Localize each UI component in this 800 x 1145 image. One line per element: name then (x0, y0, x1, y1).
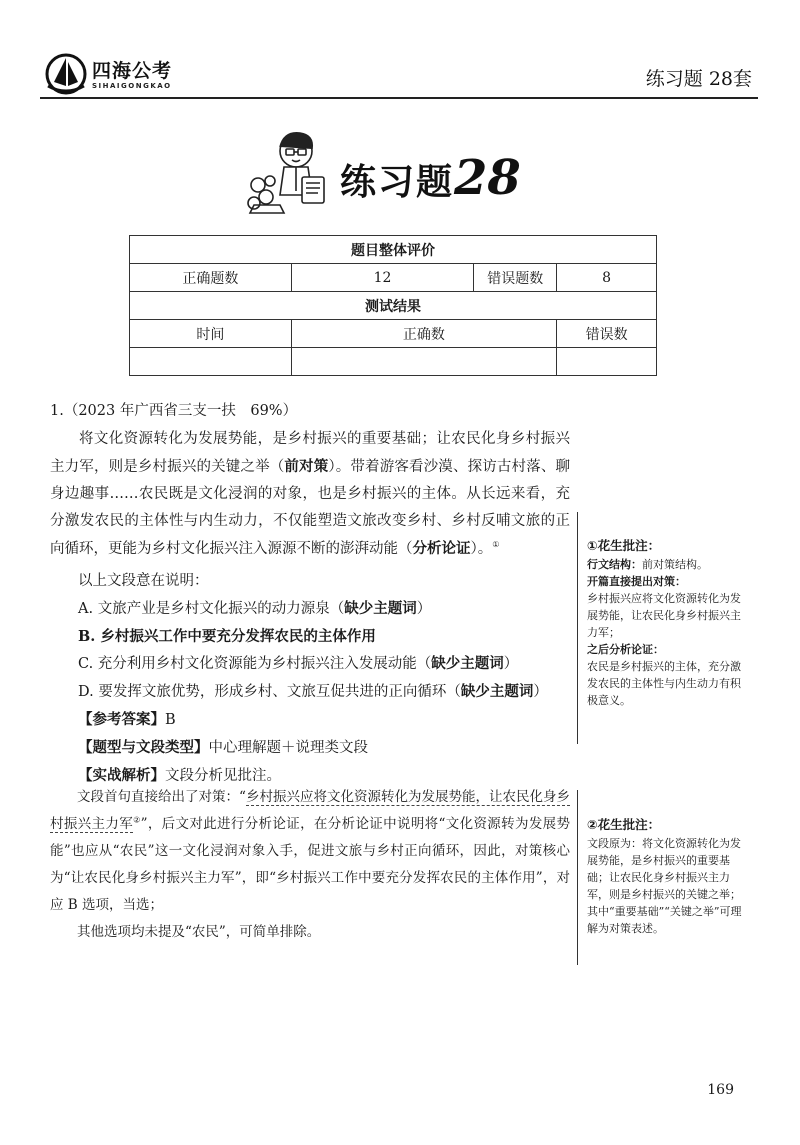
wrong-count-value: 8 (557, 264, 657, 292)
answer-options (78, 568, 548, 790)
option-d[interactable]: D. 要发挥文旅优势，形成乡村、文旅互促共进的正向循环（缺少主题词） (78, 683, 548, 700)
teacher-mascot-icon (244, 125, 336, 217)
question-header: 1.（2023 年广西省三支一扶 69%） (50, 403, 298, 419)
analysis-heading: 【实战解析】文段分析见批注。 (78, 767, 281, 784)
evaluation-table (129, 235, 657, 376)
set-title: 练习题 28套 (645, 68, 752, 90)
option-c[interactable]: C. 充分利用乡村文化资源能为乡村振兴注入发展动能（缺少主题词） (78, 655, 519, 672)
option-b[interactable]: B. 乡村振兴工作中要充分发挥农民的主体作用 (78, 628, 376, 645)
wrong-count-label: 错误题数 (474, 264, 557, 292)
correct-count-value: 12 (291, 264, 474, 292)
col-time: 时间 (130, 320, 292, 348)
logo-name: 四海公考 (92, 60, 173, 82)
page-title: 练习题28 (340, 150, 521, 206)
option-a[interactable]: A. 文旅产业是乡村文化振兴的动力源泉（缺少主题词） (78, 600, 432, 617)
reference-answer: 【参考答案】B (78, 711, 176, 728)
correct-count-label: 正确题数 (130, 264, 292, 292)
page-number: 169 (707, 1082, 734, 1098)
annotation-1: ①花生批注： 行文结构：前对策结构。 开篇直接提出对策： 乡村振兴应将文化资源转化为发展势能，让农民化身乡村振兴主力军； 之后分析论证： 农民是乡村振兴的主体，充分激发农民的主体性与内生动力有积极意义。 (587, 538, 741, 707)
col-wrong: 错误数 (557, 320, 657, 348)
logo (44, 52, 194, 98)
question-prompt: 以上文段意在说明： (78, 573, 209, 589)
test-result-caption: 测试结果 (130, 292, 657, 320)
note-ref-2[interactable]: ② (133, 815, 141, 825)
correct-cell[interactable] (291, 348, 556, 376)
col-correct: 正确数 (291, 320, 556, 348)
wrong-cell[interactable] (557, 348, 657, 376)
note-ref-1[interactable]: ① (492, 540, 500, 550)
logo-subtitle: SIHAIGONGKAO (92, 82, 172, 90)
header-divider (40, 97, 758, 99)
annotation-2: ②花生批注： 文段原为：将文化资源转化为发展势能，是乡村振兴的重要基础；让农民化身乡村振兴主力军，则是乡村振兴的关键之举；其中“重要基础”“关键之举”可理解为对策表述。 (587, 817, 742, 935)
time-cell[interactable] (130, 348, 292, 376)
note-divider-1 (577, 512, 578, 744)
note-divider-2 (577, 790, 578, 965)
explanation: 文段首句直接给出了对策：“乡村振兴应将文化资源转化为发展势能，让农民化身乡村振兴主力军②”，后文对此进行分析论证，在分析论证中说明将“文化资源转为发展势能”也应从“农民”这一文化浸润对象入手，促进文旅与乡村正向循环，因此，对策核心为“让农民化身乡村振兴主力军”，即“乡村振兴工作中要充分发挥农民的主体作用”，对应 B 选项，当选； 其他选项均未提及“农民”，可简单排除。 (50, 789, 570, 940)
question-passage: 将文化资源转化为发展势能，是乡村振兴的重要基础；让农民化身乡村振兴主力军，则是乡村振兴的关键之举（前对策）。带着游客看沙漠、探访古村落、聊身边趣事……农民既是文化浸润的对象，也是乡村振兴的主体。从长远来看，充分激发农民的主体性与内生动力，不仅能塑造文旅改变乡村、乡村反哺文旅的正向循环，更能为乡村文化振兴注入源源不断的澎湃动能（分析论证）。① (50, 431, 571, 557)
evaluation-caption: 题目整体评价 (130, 236, 657, 264)
question-type: 【题型与文段类型】中心理解题＋说理类文段 (78, 739, 368, 756)
sailboat-logo-icon (44, 52, 88, 96)
